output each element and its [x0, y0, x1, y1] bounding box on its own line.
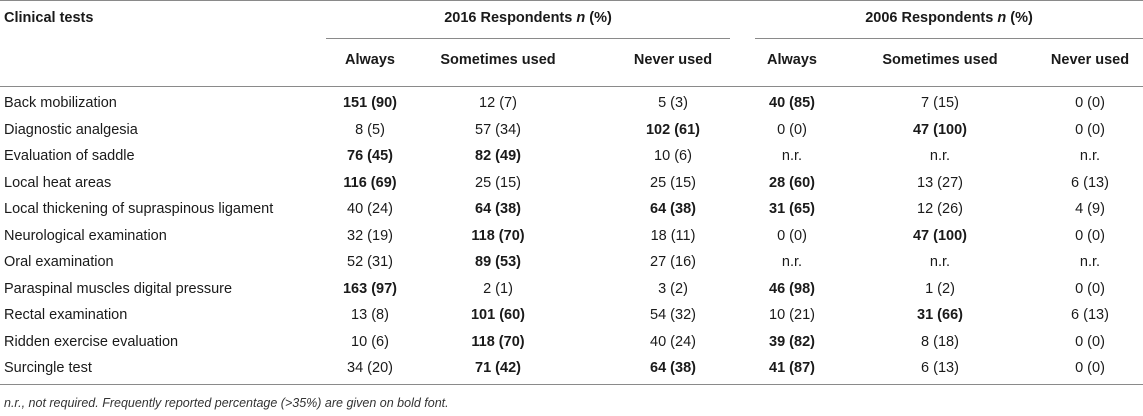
row-label: Local thickening of supraspinous ligament — [4, 201, 274, 217]
column-header: Sometimes used — [440, 52, 556, 68]
footnote: n.r., not required. Frequently reported percentage (>35%) are given on bold font. — [4, 396, 449, 410]
group-header-2016: 2016 Respondents n (%) — [444, 10, 612, 26]
table-cell: 32 (19) — [347, 227, 393, 244]
table-cell: 64 (38) — [475, 201, 521, 217]
table-cell: 13 (8) — [351, 307, 389, 323]
table-cell: 13 (27) — [917, 174, 963, 191]
table-cell: 40 (24) — [650, 333, 696, 350]
table-cell: 89 (53) — [475, 254, 521, 270]
row-label: Neurological examination — [4, 227, 167, 244]
table-cell: 10 (6) — [351, 333, 389, 350]
table-cell: 41 (87) — [769, 360, 815, 376]
top-rule — [0, 0, 1143, 1]
group-rule-2016 — [326, 38, 730, 39]
table-cell: 102 (61) — [645, 121, 701, 138]
row-label: Paraspinal muscles digital pressure — [4, 280, 233, 297]
table-cell: 40 (85) — [769, 95, 815, 111]
table-cell: 18 (11) — [650, 227, 696, 244]
table-cell: n.r. — [1079, 148, 1101, 164]
table-cell: 0 (0) — [777, 227, 807, 244]
row-label: Local heat areas — [4, 174, 112, 191]
column-header: Sometimes used — [882, 52, 998, 68]
bottom-rule — [0, 384, 1143, 385]
table-cell: 12 (26) — [917, 201, 963, 217]
column-header: Never used — [1050, 52, 1130, 68]
row-label: Back mobilization — [4, 95, 117, 111]
row-label: Evaluation of saddle — [4, 148, 135, 164]
table-cell: 52 (31) — [347, 254, 393, 270]
table-cell: 47 (100) — [912, 121, 968, 138]
table-cell: 6 (13) — [1071, 307, 1109, 323]
table-cell: 0 (0) — [777, 121, 807, 138]
column-header: Never used — [633, 52, 713, 68]
table-cell: 8 (18) — [921, 333, 959, 350]
table-cell: 54 (32) — [650, 307, 696, 323]
column-header: Always — [345, 52, 395, 68]
table-cell: 101 (60) — [470, 307, 526, 323]
table-cell: 6 (13) — [921, 360, 959, 376]
row-label: Oral examination — [4, 254, 114, 270]
table-cell: 25 (15) — [475, 174, 521, 191]
table-cell: 6 (13) — [1071, 174, 1109, 191]
table-cell: 116 (69) — [343, 174, 397, 191]
row-label: Ridden exercise evaluation — [4, 333, 179, 350]
table-cell: n.r. — [781, 254, 803, 270]
table-cell: 76 (45) — [347, 148, 393, 164]
table-cell: 12 (7) — [479, 95, 517, 111]
table-cell: 25 (15) — [650, 174, 696, 191]
table-cell: 7 (15) — [921, 95, 959, 111]
table-cell: 71 (42) — [475, 360, 521, 376]
table-cell: 39 (82) — [769, 333, 815, 350]
group-header-2006: 2006 Respondents n (%) — [865, 10, 1033, 26]
table-cell: 0 (0) — [1075, 121, 1105, 138]
table-cell: 0 (0) — [1075, 280, 1105, 297]
table-cell: 8 (5) — [355, 121, 385, 138]
table-cell: 118 (70) — [471, 333, 525, 350]
table-cell: 46 (98) — [769, 280, 815, 297]
table-cell: 118 (70) — [471, 227, 525, 244]
table-cell: 47 (100) — [912, 227, 968, 244]
table-cell: 64 (38) — [650, 201, 696, 217]
table-cell: 31 (66) — [917, 307, 963, 323]
group-rule-2006 — [755, 38, 1143, 39]
table-cell: 31 (65) — [769, 201, 815, 217]
table-cell: n.r. — [929, 254, 951, 270]
table-cell: 0 (0) — [1075, 333, 1105, 350]
column-header: Always — [767, 52, 817, 68]
table-cell: 82 (49) — [475, 148, 521, 164]
row-label: Rectal examination — [4, 307, 128, 323]
table-cell: 27 (16) — [650, 254, 696, 270]
header-rule — [0, 86, 1143, 87]
table-cell: n.r. — [781, 148, 803, 164]
table-cell: 2 (1) — [483, 280, 513, 297]
row-label: Diagnostic analgesia — [4, 121, 138, 138]
table-cell: 40 (24) — [347, 201, 393, 217]
table-cell: 163 (97) — [342, 280, 398, 297]
table-cell: 151 (90) — [342, 95, 398, 111]
table-cell: 1 (2) — [925, 280, 955, 297]
table-cell: 0 (0) — [1075, 227, 1105, 244]
table-cell: 3 (2) — [658, 280, 688, 297]
table-cell: 64 (38) — [650, 360, 696, 376]
table-cell: 34 (20) — [347, 360, 393, 376]
table-cell: 28 (60) — [769, 174, 815, 191]
table-cell: 57 (34) — [475, 121, 521, 138]
stub-header: Clinical tests — [4, 10, 94, 26]
table-cell: 0 (0) — [1075, 95, 1105, 111]
table-cell: 5 (3) — [658, 95, 688, 111]
table-cell: n.r. — [1079, 254, 1101, 270]
table-cell: 4 (9) — [1075, 201, 1105, 217]
table-cell: 0 (0) — [1075, 360, 1105, 376]
table-cell: 10 (6) — [654, 148, 692, 164]
row-label: Surcingle test — [4, 360, 92, 376]
table-cell: n.r. — [929, 148, 951, 164]
table-cell: 10 (21) — [769, 307, 815, 323]
